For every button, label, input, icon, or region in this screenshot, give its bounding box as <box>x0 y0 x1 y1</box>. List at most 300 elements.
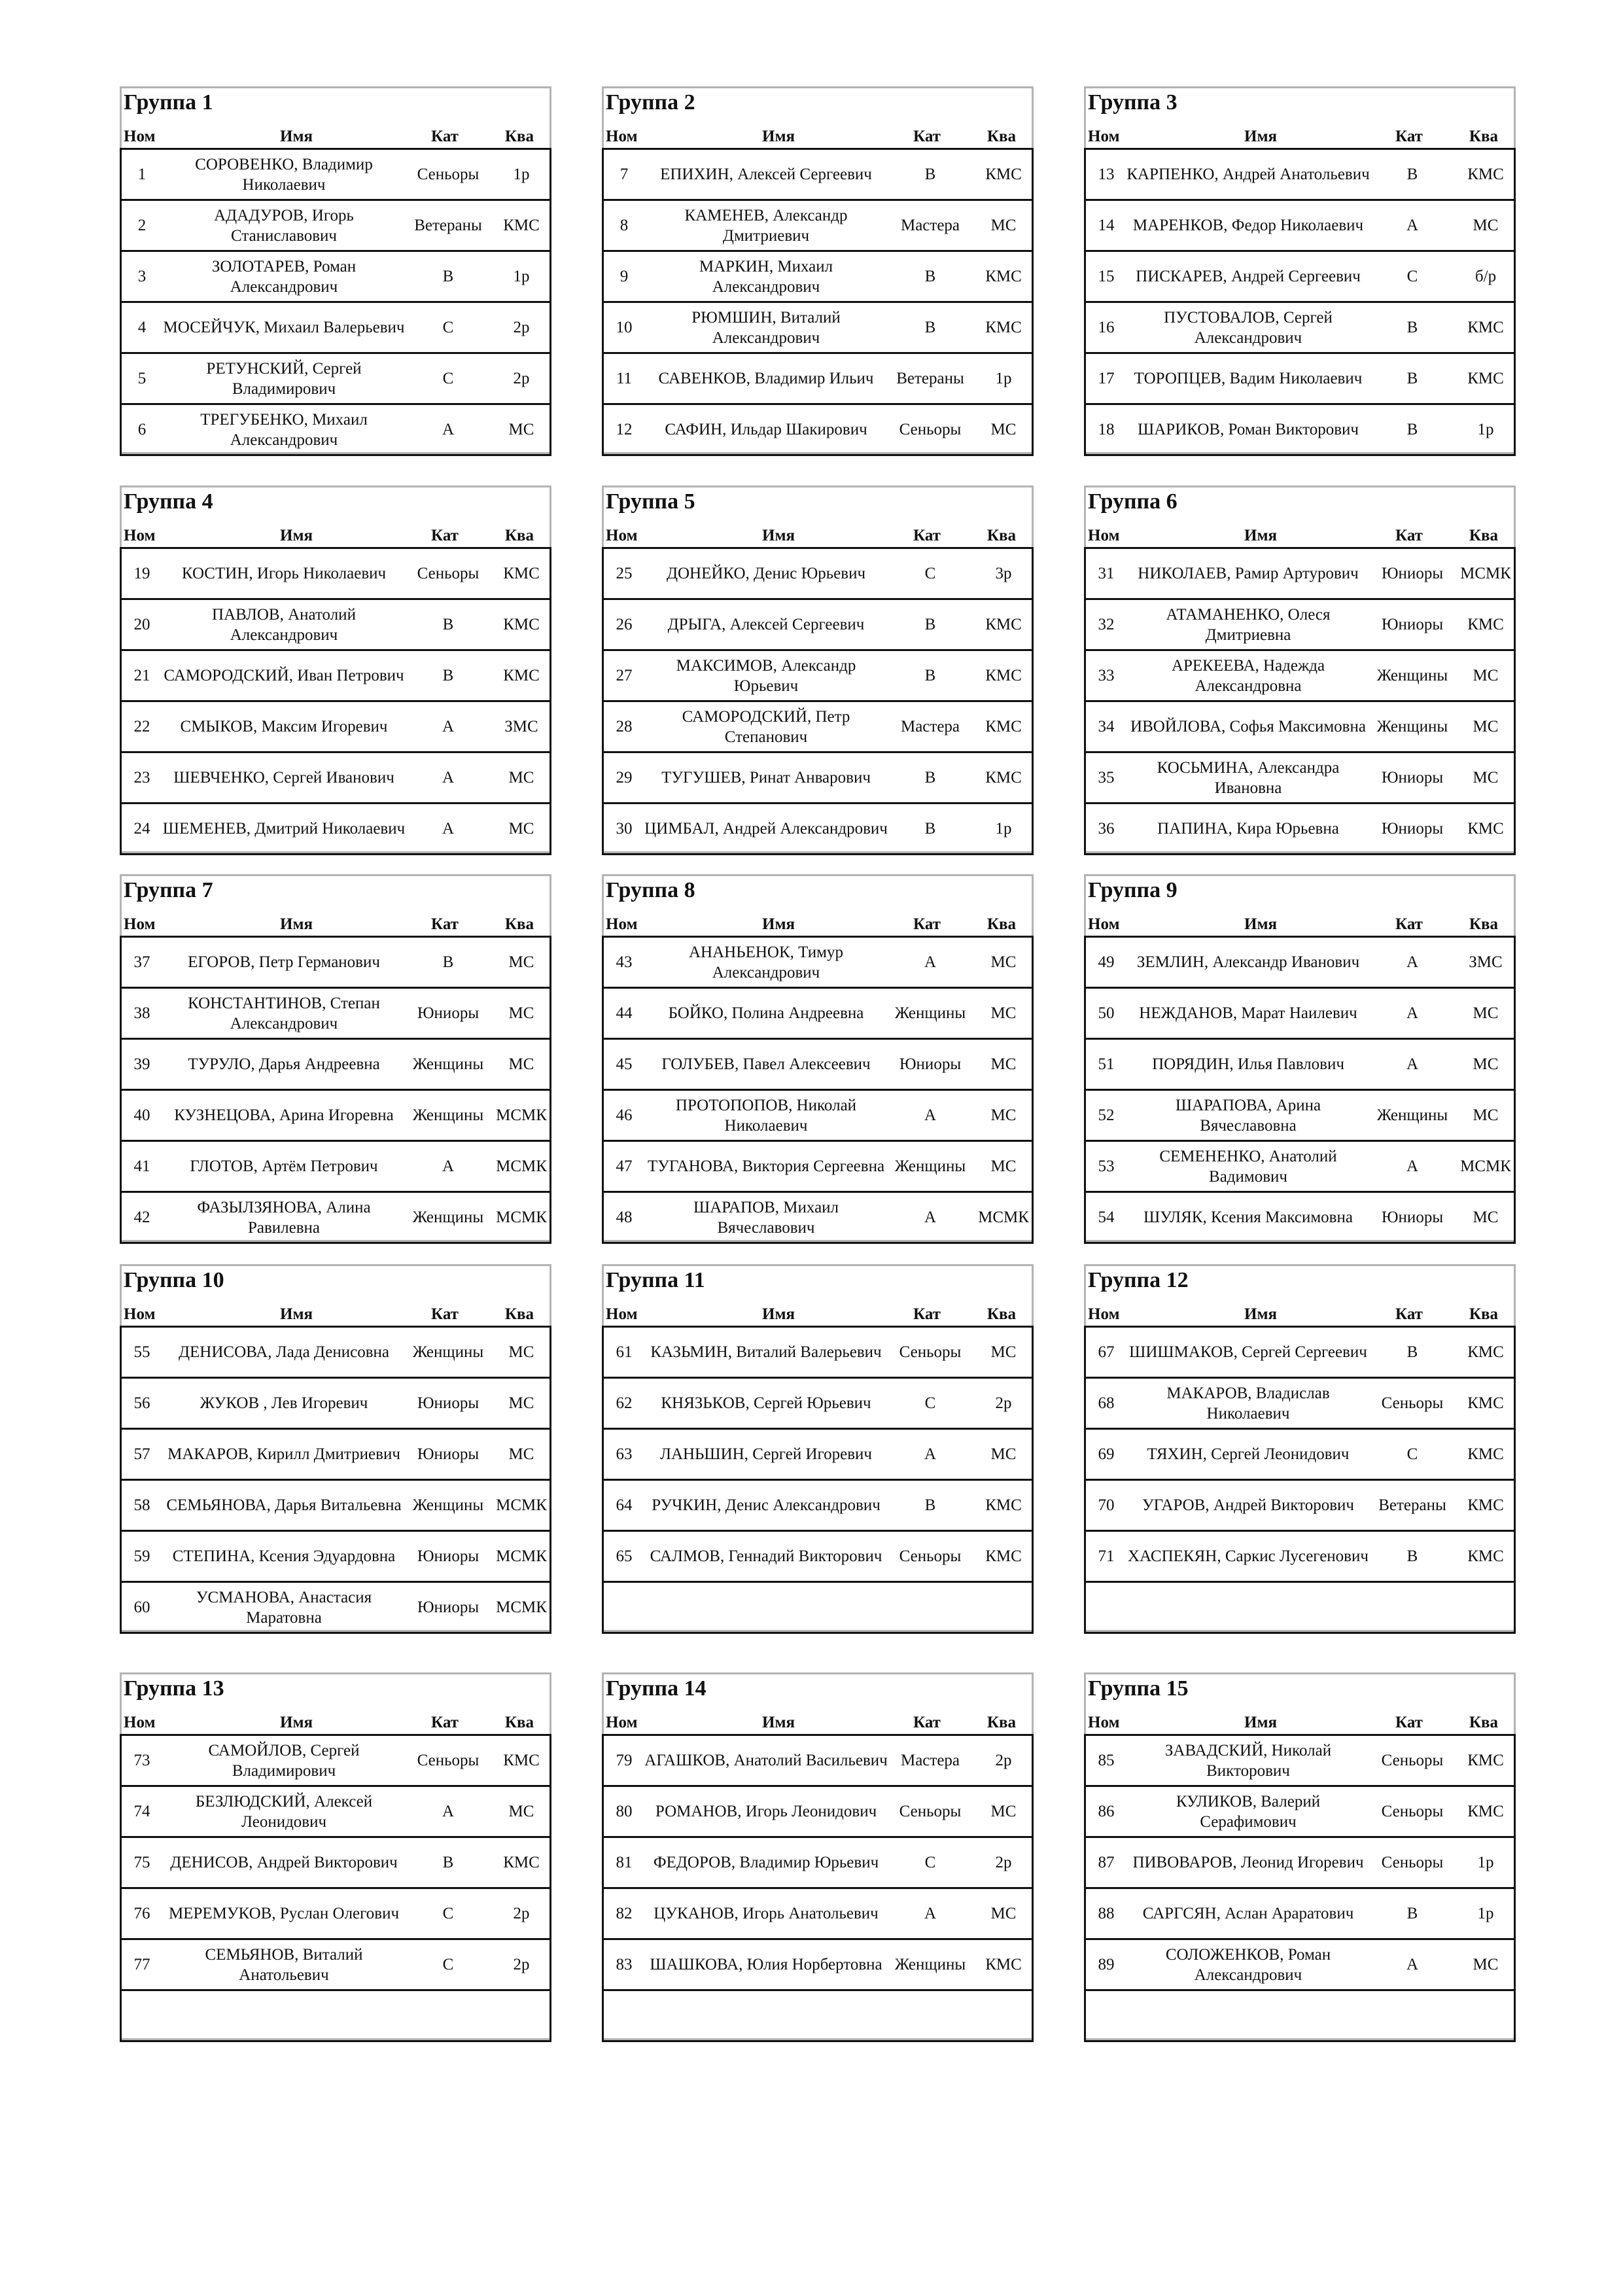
cell-name: СЕМЬЯНОВ, Виталий Анатольевич <box>205 1945 363 1984</box>
table-row <box>1086 1430 1514 1481</box>
cell-name: ЛАНЬШИН, Сергей Игоревич <box>659 1445 872 1463</box>
cell-name: ТУГАНОВА, Виктория Сергеевна <box>647 1157 885 1175</box>
table-header <box>1084 1303 1516 1326</box>
cell-num: 13 <box>1098 166 1115 183</box>
cell-kva: КМС <box>503 1854 540 1871</box>
cell-kva: МС <box>508 1803 534 1820</box>
cell-num: 35 <box>1098 769 1115 786</box>
header-cat: Кат <box>431 915 459 933</box>
cell-num: 14 <box>1098 217 1115 234</box>
cell-num: 3 <box>137 268 147 285</box>
cell-name: СТЕПИНА, Ксения Эдуардовна <box>172 1547 396 1565</box>
table-row <box>1086 1040 1514 1091</box>
header-cat: Кат <box>1395 1305 1423 1323</box>
cell-name: САВЕНКОВ, Владимир Ильич <box>658 370 874 387</box>
table-row <box>604 1040 1032 1091</box>
header-num: Ном <box>124 128 156 145</box>
table-row <box>604 1532 1032 1583</box>
cell-cat: A <box>442 1157 455 1175</box>
cell-num: 17 <box>1098 370 1115 387</box>
table-row <box>604 1736 1032 1787</box>
group-title: Группа 12 <box>1088 1268 1189 1292</box>
cell-name: ДЕНИСОВА, Лада Денисовна <box>178 1343 390 1361</box>
header-cat: Кат <box>1395 527 1423 544</box>
cell-num: 89 <box>1098 1956 1115 1973</box>
cell-name: ПАПИНА, Кира Юрьевна <box>1157 820 1339 838</box>
cell-cat: Женщины <box>412 1106 484 1124</box>
cell-num: 41 <box>133 1157 150 1175</box>
cell-kva: КМС <box>985 769 1022 786</box>
cell-name: ШЕМЕНЕВ, Дмитрий Николаевич <box>162 820 406 838</box>
cell-cat: B <box>1406 421 1418 438</box>
table-body <box>120 936 551 1244</box>
cell-kva: 3р <box>995 565 1012 582</box>
cell-kva: МС <box>508 1445 534 1463</box>
cell-name: ПАВЛОВ, Анатолий Александрович <box>212 605 356 644</box>
cell-num: 28 <box>616 718 633 735</box>
table-row <box>604 1142 1032 1193</box>
cell-kva: МСМК <box>496 1496 547 1514</box>
table-row <box>604 1481 1032 1532</box>
cell-cat: Женщины <box>412 1343 484 1361</box>
cell-kva: МС <box>508 1055 534 1073</box>
cell-kva: 2р <box>995 1394 1012 1412</box>
cell-cat: B <box>924 820 936 838</box>
cell-cat: B <box>1406 1343 1418 1361</box>
cell-cat: B <box>442 953 454 971</box>
table-row <box>604 1991 1032 2042</box>
cell-kva: КМС <box>1467 1496 1504 1514</box>
cell-name: САМОЙЛОВ, Сергей Владимирович <box>208 1741 360 1780</box>
cell-cat: A <box>1406 953 1419 971</box>
table-row <box>122 1787 550 1838</box>
cell-kva: МС <box>990 217 1017 234</box>
cell-num: 44 <box>616 1004 633 1022</box>
cell-kva: 2р <box>513 1956 530 1973</box>
header-num: Ном <box>606 527 638 544</box>
cell-num: 19 <box>133 565 150 582</box>
table-row <box>122 938 550 989</box>
cell-num: 33 <box>1098 667 1115 684</box>
header-cat: Кат <box>431 1714 459 1731</box>
cell-kva: КМС <box>503 616 540 633</box>
cell-kva: МС <box>508 1004 534 1022</box>
cell-num: 8 <box>620 217 629 234</box>
table-row <box>122 1889 550 1940</box>
table-header <box>1084 1712 1516 1734</box>
cell-cat: Женщины <box>1376 1106 1448 1124</box>
cell-name: РЮМШИН, Виталий Александрович <box>691 308 841 347</box>
table-row <box>1086 600 1514 651</box>
cell-cat: Юниоры <box>417 1394 480 1412</box>
cell-kva: МСМК <box>496 1209 547 1226</box>
cell-kva: 2р <box>995 1854 1012 1871</box>
cell-name: ЗЕМЛИН, Александр Иванович <box>1136 953 1360 971</box>
group-title: Группа 13 <box>124 1676 224 1701</box>
cell-kva: 1р <box>1477 421 1494 438</box>
cell-num: 24 <box>133 820 150 838</box>
header-cat: Кат <box>1395 1714 1423 1731</box>
cell-name: ЕПИХИН, Алексей Сергеевич <box>660 166 872 183</box>
table-body <box>602 547 1034 855</box>
cell-cat: Сеньоры <box>417 565 480 582</box>
cell-name: ЖУКОВ , Лев Игоревич <box>200 1394 368 1412</box>
table-row <box>122 252 550 303</box>
cell-kva: 2р <box>513 319 530 336</box>
header-cat: Кат <box>913 915 941 933</box>
header-kva: Ква <box>986 1714 1017 1731</box>
header-cat: Кат <box>913 527 941 544</box>
cell-num: 12 <box>616 421 633 438</box>
cell-cat: Женщины <box>894 1004 966 1022</box>
cell-num: 76 <box>133 1905 150 1922</box>
cell-num: 15 <box>1098 268 1115 285</box>
cell-num: 81 <box>616 1854 633 1871</box>
cell-name: ШАШКОВА, Юлия Норбертовна <box>650 1956 882 1973</box>
cell-name: АРЕКЕЕВА, Надежда Александровна <box>1171 656 1325 695</box>
cell-kva: 1р <box>995 370 1012 387</box>
header-num: Ном <box>1088 1305 1120 1323</box>
table-row <box>122 753 550 804</box>
cell-cat: Сеньоры <box>417 166 480 183</box>
cell-cat: B <box>1406 370 1418 387</box>
header-cat: Кат <box>1395 915 1423 933</box>
cell-kva: МС <box>990 953 1017 971</box>
table-row <box>604 1583 1032 1634</box>
table-row <box>122 303 550 354</box>
table-header <box>120 126 551 148</box>
cell-name: РУЧКИН, Денис Александрович <box>652 1496 881 1514</box>
cell-cat: Женщины <box>1376 667 1448 684</box>
cell-num: 45 <box>616 1055 633 1073</box>
table-row <box>122 1736 550 1787</box>
table-row <box>1086 303 1514 354</box>
table-row <box>122 150 550 201</box>
cell-name <box>1126 1583 1370 1632</box>
cell-cat: C <box>442 1956 454 1973</box>
cell-cat: Ветераны <box>896 370 964 387</box>
table-row <box>1086 1991 1514 2042</box>
cell-cat: Сеньоры <box>1381 1854 1444 1871</box>
cell-cat: Мастера <box>900 718 960 735</box>
cell-num: 47 <box>616 1157 633 1175</box>
cell-name: ТРЕГУБЕНКО, Михаил Александрович <box>200 410 368 449</box>
header-kva: Ква <box>986 527 1017 544</box>
header-num: Ном <box>606 1305 638 1323</box>
cell-num: 55 <box>133 1343 150 1361</box>
cell-kva: КМС <box>503 565 540 582</box>
cell-cat: Женщины <box>412 1496 484 1514</box>
table-body <box>1084 547 1516 855</box>
cell-name: АДАДУРОВ, Игорь Станиславович <box>214 206 354 245</box>
table-row <box>122 989 550 1040</box>
table-header <box>602 525 1034 547</box>
cell-cat: Сеньоры <box>1381 1752 1444 1769</box>
cell-num: 21 <box>133 667 150 684</box>
cell-num: 2 <box>137 217 147 234</box>
cell-kva: КМС <box>985 1956 1022 1973</box>
cell-num: 80 <box>616 1803 633 1820</box>
group-title: Группа 10 <box>124 1268 224 1292</box>
cell-cat: C <box>1406 1445 1418 1463</box>
cell-num: 51 <box>1098 1055 1115 1073</box>
cell-num: 7 <box>620 166 629 183</box>
cell-cat <box>888 1991 973 2040</box>
header-kva: Ква <box>1469 128 1499 145</box>
cell-cat: Юниоры <box>417 1547 480 1565</box>
cell-cat: A <box>442 421 455 438</box>
cell-kva: КМС <box>985 667 1022 684</box>
cell-cat: A <box>924 953 937 971</box>
table-body <box>120 1734 551 2042</box>
table-row <box>122 804 550 855</box>
cell-name <box>644 1991 888 2040</box>
table-row <box>122 1193 550 1244</box>
cell-cat: C <box>924 1854 936 1871</box>
cell-name: МАРКИН, Михаил Александрович <box>699 257 833 296</box>
cell-name: ПИВОВАРОВ, Леонид Игоревич <box>1132 1854 1364 1871</box>
cell-name: АТАМАНЕНКО, Олеся Дмитриевна <box>1166 605 1331 644</box>
cell-name: КУЗНЕЦОВА, Арина Игоревна <box>174 1106 394 1124</box>
cell-cat: Юниоры <box>417 1598 480 1616</box>
cell-num: 23 <box>133 769 150 786</box>
cell-num: 4 <box>137 319 147 336</box>
cell-name: БОЙКО, Полина Андреевна <box>668 1004 864 1022</box>
cell-cat: Сеньоры <box>899 1343 962 1361</box>
table-row <box>1086 252 1514 303</box>
cell-cat: Женщины <box>894 1157 966 1175</box>
table-row <box>122 600 550 651</box>
cell-name: ЦУКАНОВ, Игорь Анатольевич <box>654 1905 879 1922</box>
cell-kva: 1р <box>1477 1854 1494 1871</box>
cell-num: 74 <box>133 1803 150 1820</box>
table-row <box>604 150 1032 201</box>
table-row <box>122 1532 550 1583</box>
cell-kva: МС <box>508 421 534 438</box>
cell-kva: КМС <box>1467 1752 1504 1769</box>
header-cat: Кат <box>913 128 941 145</box>
cell-num: 6 <box>137 421 147 438</box>
cell-cat: C <box>924 1394 936 1412</box>
cell-name: САРГСЯН, Аслан Араратович <box>1142 1905 1354 1922</box>
header-name: Имя <box>280 527 313 544</box>
cell-cat: A <box>442 820 455 838</box>
cell-num <box>604 1991 644 2040</box>
table-body <box>120 1326 551 1634</box>
cell-cat: Юниоры <box>417 1445 480 1463</box>
cell-cat: Сеньоры <box>1381 1803 1444 1820</box>
cell-cat: Юниоры <box>1381 565 1444 582</box>
cell-kva: МС <box>990 1055 1017 1073</box>
cell-cat: B <box>924 1496 936 1514</box>
cell-kva: МС <box>1473 718 1499 735</box>
header-kva: Ква <box>504 128 534 145</box>
cell-num: 64 <box>616 1496 633 1514</box>
cell-name: МАКАРОВ, Владислав Николаевич <box>1166 1384 1330 1422</box>
cell-num: 65 <box>616 1547 633 1565</box>
cell-kva: КМС <box>503 667 540 684</box>
cell-name: ДРЫГА, Алексей Сергеевич <box>667 616 865 633</box>
cell-name <box>1126 1991 1370 2040</box>
cell-name: РОМАНОВ, Игорь Леонидович <box>655 1803 877 1820</box>
cell-kva: МС <box>508 820 534 838</box>
cell-kva: КМС <box>1467 1803 1504 1820</box>
header-name: Имя <box>280 915 313 933</box>
cell-cat: B <box>1406 1547 1418 1565</box>
header-name: Имя <box>762 128 795 145</box>
cell-cat: Юниоры <box>1381 769 1444 786</box>
cell-cat <box>888 1583 973 1632</box>
cell-cat: B <box>924 769 936 786</box>
cell-name: СЕМЬЯНОВА, Дарья Витальевна <box>166 1496 402 1514</box>
table-row <box>1086 1889 1514 1940</box>
cell-kva: КМС <box>985 718 1022 735</box>
cell-cat: B <box>442 667 454 684</box>
cell-num: 54 <box>1098 1209 1115 1226</box>
table-body <box>120 547 551 855</box>
table-row <box>604 702 1032 753</box>
cell-num: 5 <box>137 370 147 387</box>
cell-name: ШУЛЯК, Ксения Максимовна <box>1143 1209 1353 1226</box>
cell-num: 42 <box>133 1209 150 1226</box>
group-title: Группа 4 <box>124 489 213 514</box>
cell-kva: 2р <box>513 1905 530 1922</box>
cell-name: СОРОВЕНКО, Владимир Николаевич <box>195 155 373 194</box>
header-name: Имя <box>1244 1305 1277 1323</box>
cell-kva: МС <box>1473 217 1499 234</box>
table-row <box>1086 753 1514 804</box>
cell-cat: A <box>924 1905 937 1922</box>
table-row <box>1086 1532 1514 1583</box>
table-row <box>604 405 1032 456</box>
cell-num: 48 <box>616 1209 633 1226</box>
cell-kva: КМС <box>985 616 1022 633</box>
cell-name: УГАРОВ, Андрей Викторович <box>1142 1496 1355 1514</box>
cell-kva <box>973 1583 1034 1632</box>
table-body <box>602 1326 1034 1634</box>
table-row <box>1086 702 1514 753</box>
table-row <box>122 1838 550 1889</box>
table-row <box>1086 1736 1514 1787</box>
cell-num: 58 <box>133 1496 150 1514</box>
cell-name: ТУРУЛО, Дарья Андреевна <box>188 1055 380 1073</box>
header-name: Имя <box>762 527 795 544</box>
cell-num: 68 <box>1098 1394 1115 1412</box>
cell-kva: КМС <box>503 217 540 234</box>
cell-cat: Женщины <box>412 1055 484 1073</box>
cell-name: НЕЖДАНОВ, Марат Наилевич <box>1139 1004 1357 1022</box>
group-title: Группа 11 <box>606 1268 705 1292</box>
cell-num: 79 <box>616 1752 633 1769</box>
cell-cat <box>406 1991 491 2040</box>
cell-name: СОЛОЖЕНКОВ, Роман Александрович <box>1165 1945 1331 1984</box>
table-row <box>122 1991 550 2042</box>
cell-kva: КМС <box>1467 616 1504 633</box>
cell-name: МАКСИМОВ, Александр Юрьевич <box>676 656 856 695</box>
cell-name: РЕТУНСКИЙ, Сергей Владимирович <box>206 359 362 398</box>
table-header <box>1084 913 1516 936</box>
table-row <box>604 1787 1032 1838</box>
cell-cat: B <box>1406 319 1418 336</box>
cell-name: ГОЛУБЕВ, Павел Алексеевич <box>661 1055 871 1073</box>
header-num: Ном <box>606 915 638 933</box>
cell-cat: B <box>924 616 936 633</box>
header-kva: Ква <box>1469 527 1499 544</box>
table-row <box>604 1430 1032 1481</box>
cell-cat: A <box>924 1209 937 1226</box>
cell-kva: МС <box>990 1905 1017 1922</box>
group-title: Группа 5 <box>606 489 695 514</box>
cell-name: МАРЕНКОВ, Федор Николаевич <box>1132 217 1364 234</box>
cell-num <box>604 1583 644 1632</box>
cell-num: 85 <box>1098 1752 1115 1769</box>
group-title: Группа 1 <box>124 90 213 115</box>
cell-name: ШАРИКОВ, Роман Викторович <box>1138 421 1359 438</box>
cell-num: 40 <box>133 1106 150 1124</box>
cell-num: 31 <box>1098 565 1115 582</box>
table-row <box>122 1481 550 1532</box>
table-row <box>1086 405 1514 456</box>
header-num: Ном <box>124 1714 156 1731</box>
header-name: Имя <box>280 1714 313 1731</box>
cell-num: 50 <box>1098 1004 1115 1022</box>
cell-kva: МСМК <box>496 1547 547 1565</box>
table-row <box>604 989 1032 1040</box>
cell-num: 61 <box>616 1343 633 1361</box>
cell-num <box>1086 1991 1126 2040</box>
cell-cat: A <box>442 718 455 735</box>
cell-kva: МС <box>1473 769 1499 786</box>
cell-name: КАМЕНЕВ, Александр Дмитриевич <box>684 206 848 245</box>
cell-num: 9 <box>620 268 629 285</box>
cell-name: КАРПЕНКО, Андрей Анатольевич <box>1126 166 1370 183</box>
cell-cat: A <box>1406 217 1419 234</box>
cell-kva: МС <box>990 1157 1017 1175</box>
cell-name: КНЯЗЬКОВ, Сергей Юрьевич <box>661 1394 871 1412</box>
cell-name: МАКАРОВ, Кирилл Дмитриевич <box>167 1445 400 1463</box>
cell-kva: МС <box>1473 1106 1499 1124</box>
cell-num: 67 <box>1098 1343 1115 1361</box>
cell-kva: КМС <box>1467 1343 1504 1361</box>
table-row <box>604 1940 1032 1991</box>
cell-name: ПРОТОПОПОВ, Николай Николаевич <box>675 1096 857 1135</box>
header-kva: Ква <box>504 1305 534 1323</box>
cell-cat: A <box>924 1106 937 1124</box>
cell-cat: Юниоры <box>899 1055 962 1073</box>
cell-cat: A <box>1406 1055 1419 1073</box>
cell-kva: МСМК <box>496 1598 547 1616</box>
cell-kva: 1р <box>513 166 530 183</box>
table-body <box>602 1734 1034 2042</box>
header-kva: Ква <box>1469 1305 1499 1323</box>
table-row <box>1086 549 1514 600</box>
table-header <box>602 126 1034 148</box>
header-kva: Ква <box>504 915 534 933</box>
cell-cat: B <box>442 268 454 285</box>
table-body <box>602 148 1034 456</box>
group-title: Группа 3 <box>1088 90 1178 115</box>
cell-name <box>162 1991 406 2040</box>
table-row <box>604 201 1032 252</box>
cell-cat: A <box>924 1445 937 1463</box>
cell-num: 71 <box>1098 1547 1115 1565</box>
table-header <box>602 1712 1034 1734</box>
cell-num: 46 <box>616 1106 633 1124</box>
cell-kva <box>1455 1583 1516 1632</box>
table-body <box>1084 1326 1516 1634</box>
cell-kva: МС <box>990 1004 1017 1022</box>
table-row <box>1086 1142 1514 1193</box>
